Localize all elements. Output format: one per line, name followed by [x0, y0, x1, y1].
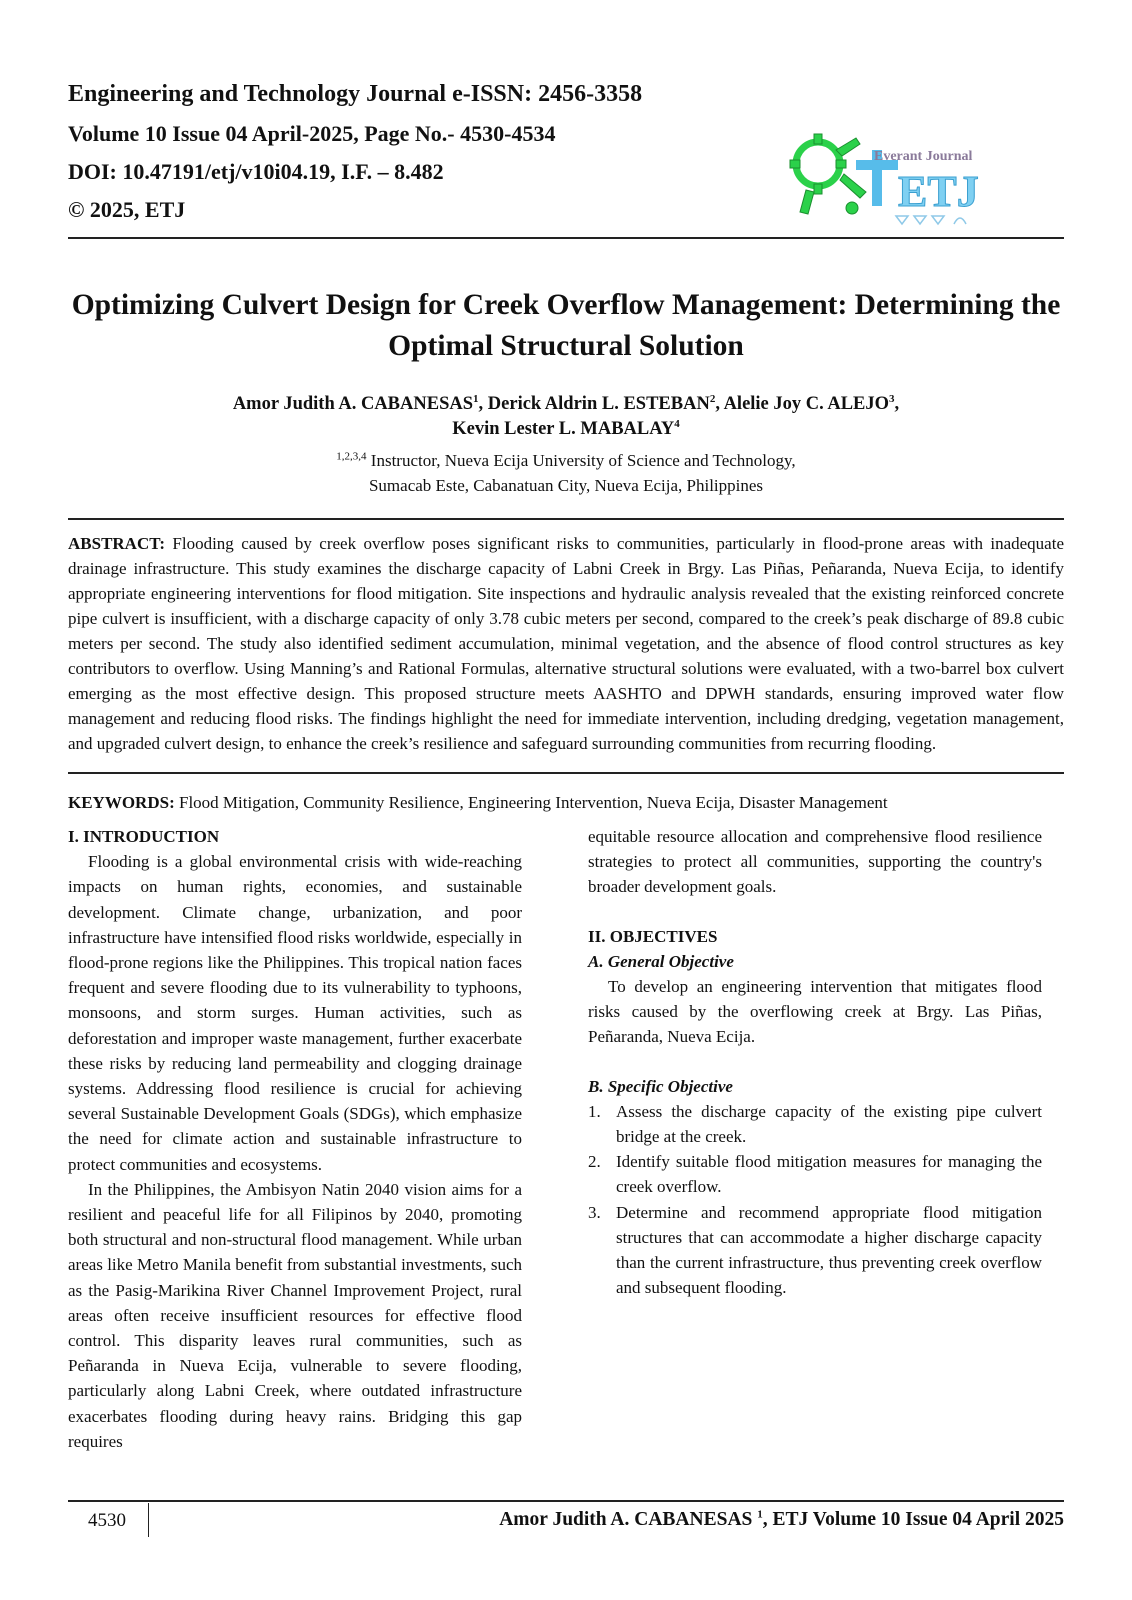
- keywords: [68, 790, 1064, 815]
- author-name: Amor Judith A. CABANESAS: [232, 394, 474, 414]
- author-affil-mark: 4: [674, 417, 680, 430]
- affiliation-marks: 1,2,3,4: [336, 450, 367, 463]
- list-item-number: 3.: [588, 1202, 601, 1222]
- list-item-text: Assess the discharge capacity of the existing pipe culvert bridge at the creek.: [616, 1101, 1042, 1147]
- affiliation-line-1: Instructor, Nueva Ecija University of Science and Technology,: [366, 451, 796, 470]
- paper-title: Optimizing Culvert Design for Creek Overflow Management: Determining the Optimal Structural Solution: [71, 289, 1061, 362]
- logo-subtitle: Everant Journal: [874, 149, 973, 164]
- specific-objective-heading: B. Specific Objective: [588, 1076, 733, 1096]
- author-name: Alelie Joy C. ALEJO: [723, 394, 890, 414]
- general-objective-text: To develop an engineering intervention that mitigates flood risks caused by the overflowing creek at Brgy. Las Piñas, Peñaranda, Nueva Ecija.: [588, 977, 1042, 1047]
- intro-paragraph-2: In the Philippines, the Ambisyon Natin 2040 vision aims for a resilient and peaceful life for all Filipinos by 2040, promoting both structural and non-structural flood management. While urban areas like Metro Manila benefit from substantial investments, such as the Pasig-Marikina River Channel Improvement Project, rural areas often receive insufficient resources for effective flood control. This disparity leaves rural communities, such as Peñaranda in Nueva Ecija, vulnerable to severe flooding, particularly along Labni Creek, where outdated infrastructure exacerbates flooding during heavy rains. Bridging this gap requires: [68, 1179, 522, 1451]
- volume-line: Volume 10 Issue 04 April-2025, Page No.- 4530-4534: [68, 121, 556, 146]
- right-column: [588, 824, 1042, 1300]
- copyright-line: © 2025, ETJ: [68, 197, 186, 222]
- journal-logo: [786, 120, 1006, 230]
- author-affil-mark: 2: [709, 392, 716, 405]
- intro-paragraph-2-continued: equitable resource allocation and comprehensive flood resilience strategies to protect all communities, supporting the country's broader development goals.: [588, 827, 1042, 897]
- author-separator: ,: [715, 394, 724, 414]
- list-item: [588, 1149, 1042, 1199]
- specific-objective-list: [588, 1099, 1042, 1301]
- section-heading-introduction: I. INTRODUCTION: [68, 827, 220, 846]
- header-divider: [68, 237, 1064, 239]
- abstract-label: ABSTRACT:: [68, 534, 165, 553]
- keywords-label: KEYWORDS:: [68, 793, 175, 812]
- list-item-text: Determine and recommend appropriate flood mitigation structures that can accommodate a higher discharge capacity than the current infrastructure, thus preventing creek overflow and subsequent flooding.: [616, 1202, 1042, 1298]
- list-item: [588, 1099, 1042, 1149]
- list-item: [588, 1200, 1042, 1301]
- keywords-rule: [68, 772, 1064, 774]
- footer-author-mark: 1: [757, 1508, 763, 1521]
- author-affil-mark: 1: [473, 392, 479, 405]
- section-heading-objectives: II. OBJECTIVES: [588, 926, 718, 946]
- affiliation: [60, 448, 1072, 498]
- abstract: [68, 531, 1064, 756]
- intro-paragraph-1: Flooding is a global environmental crisis with wide-reaching impacts on human rights, economies, and sustainable development. Climate change, urbanization, and poor infrastructure have intensified flood risks worldwide, especially in flood-prone regions like the Philippines. This tropical nation faces frequent and severe flooding due to its vulnerability to typhoons, monsoons, and storm surges. Human activities, such as deforestation and improper waste management, further exacerbate these risks by reducing land permeability and clogging drainage systems. Addressing flood resilience is crucial for achieving several Sustainable Development Goals (SDGs), which emphasize the need for climate action and sustainable infrastructure to protect communities and ecosystems.: [68, 852, 522, 1174]
- footer-divider: [148, 1503, 149, 1537]
- affiliation-line-2: Sumacab Este, Cabanatuan City, Nueva Ecija, Philippines: [368, 476, 764, 495]
- author-name: Derick Aldrin L. ESTEBAN: [487, 394, 710, 414]
- list-item-number: 1.: [588, 1101, 601, 1121]
- logo-etj-text: ETJ: [898, 167, 979, 216]
- author-separator: ,: [478, 394, 488, 414]
- footer-journal-ref: , ETJ Volume 10 Issue 04 April 2025: [762, 1509, 1064, 1530]
- abstract-top-rule: [68, 518, 1064, 520]
- list-item-number: 2.: [588, 1152, 601, 1172]
- abstract-text: Flooding caused by creek overflow poses significant risks to communities, particularly in flood-prone areas with inadequate drainage infrastructure. This study examines the discharge capacity of Labni Creek in Brgy. Las Piñas, Peñaranda, Nueva Ecija, to identify appropriate engineering interventions for flood mitigation. Site inspections and hydraulic analysis revealed that the existing reinforced concrete pipe culvert is insufficient, with a discharge capacity of only 3.78 cubic meters per second, compared to the creek’s peak discharge of 89.8 cubic meters per second. The study also identified sediment accumulation, minimal vegetation, and the absence of flood control structures as key contributors to overflow. Using Manning’s and Rational Formulas, alternative structural solutions were evaluated, with a two-barrel box culvert emerging as the most effective design. This proposed structure meets AASHTO and DPWH standards, ensuring improved water flow management and reducing flood risks. The findings highlight the need for immediate intervention, including dredging, vegetation management, and upgraded culvert design, to enhance the creek’s resilience and safeguard surrounding communities from recurring flooding.: [68, 534, 1064, 753]
- page-number: 4530: [88, 1510, 126, 1531]
- doi-line: DOI: 10.47191/etj/v10i04.19, I.F. – 8.482: [68, 159, 444, 184]
- footer-rule: [68, 1500, 1064, 1502]
- footer-author: Amor Judith A. CABANESAS: [499, 1509, 753, 1530]
- keywords-text: Flood Mitigation, Community Resilience, Engineering Intervention, Nueva Ecija, Disaster Management: [174, 793, 888, 812]
- list-item-text: Identify suitable flood mitigation measures for managing the creek overflow.: [616, 1152, 1042, 1197]
- journal-header: Engineering and Technology Journal e-ISSN: 2456-3358: [68, 81, 643, 107]
- logo-graphic-icon: [786, 120, 1006, 230]
- general-objective-heading: A. General Objective: [588, 951, 734, 971]
- running-footer: [499, 1509, 1064, 1531]
- author-affil-mark: 3: [889, 392, 895, 405]
- left-column: [68, 824, 522, 1454]
- author-name: Kevin Lester L. MABALAY: [452, 419, 675, 439]
- author-separator: ,: [894, 394, 900, 414]
- author-list: [60, 392, 1072, 442]
